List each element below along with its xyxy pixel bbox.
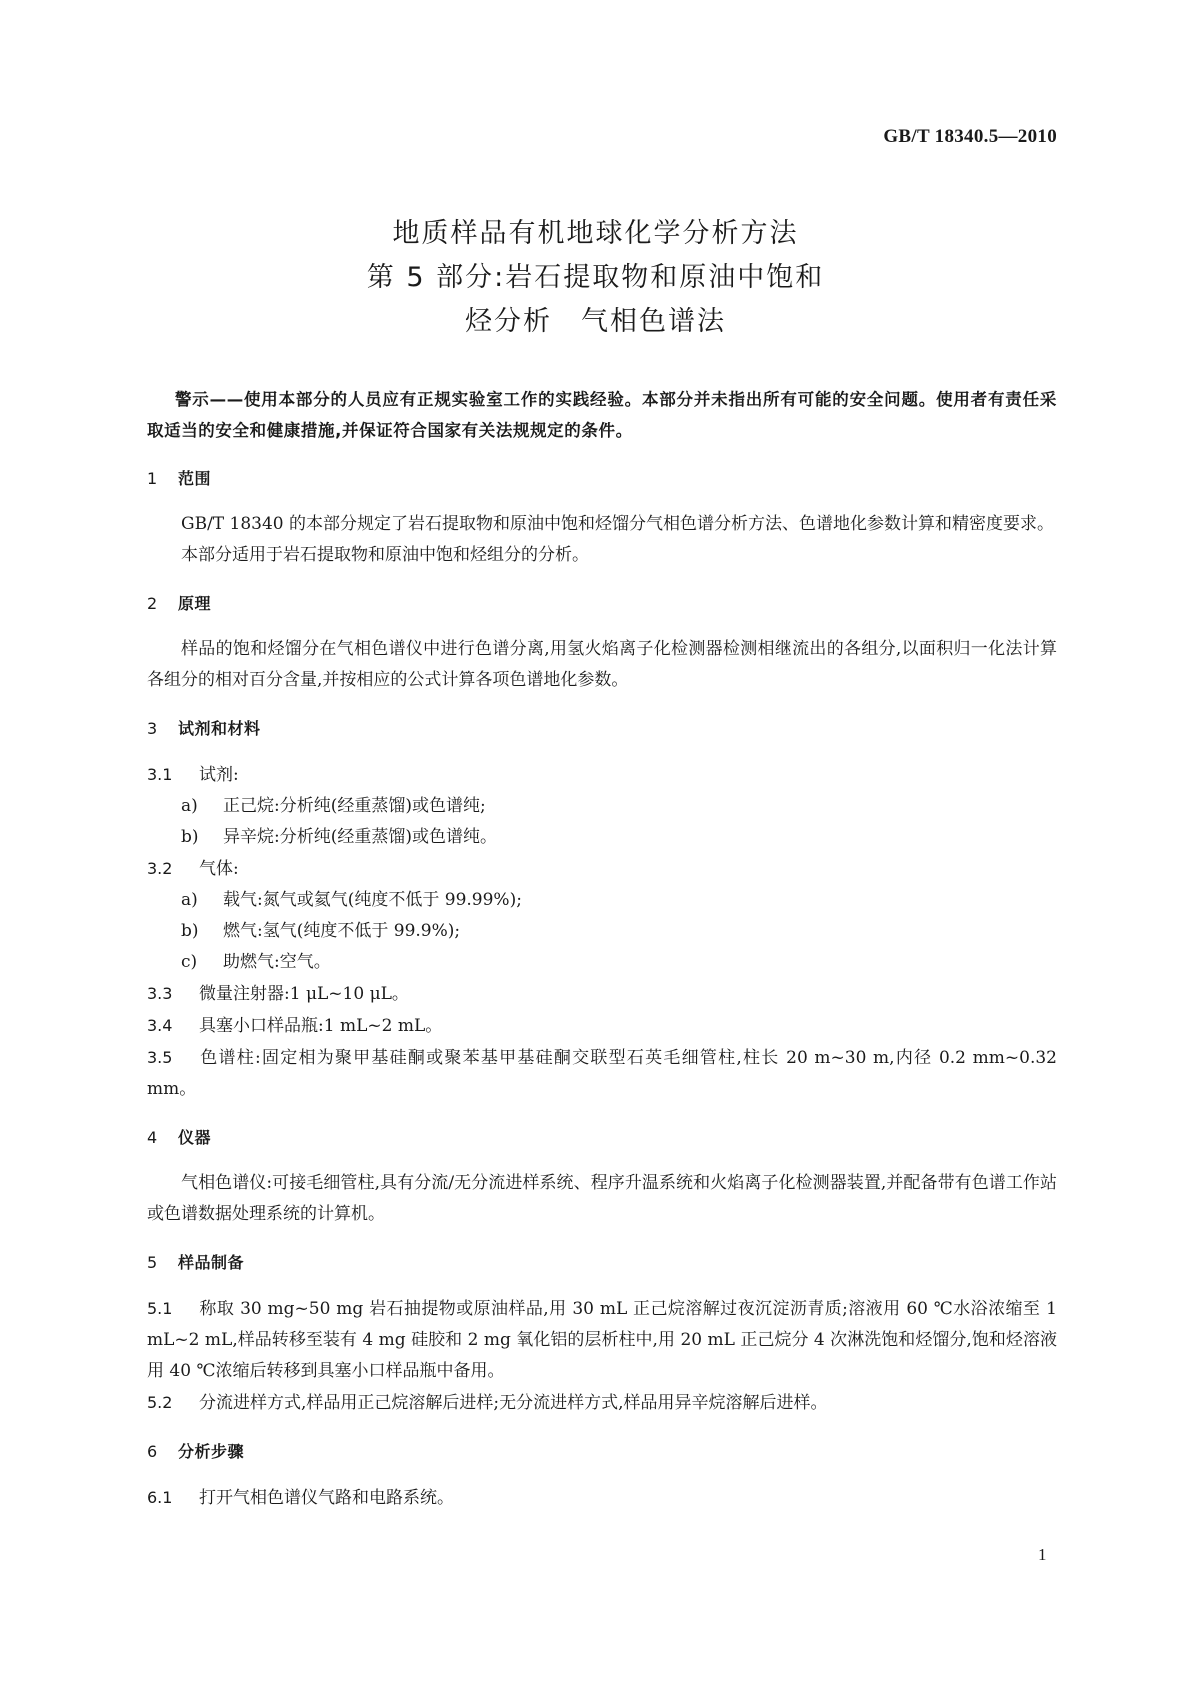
list-item-text: 正己烷:分析纯(经重蒸馏)或色谱纯; xyxy=(223,796,486,816)
clause-text: 色谱柱:固定相为聚甲基硅酮或聚苯基甲基硅酮交联型石英毛细管柱,柱长 20 m~30 m,内径 0.2 mm~0.32 mm。 xyxy=(147,1048,1057,1099)
list-item-text: 助燃气:空气。 xyxy=(223,952,331,972)
clause-number: 5.2 xyxy=(147,1393,173,1412)
section-title: 原理 xyxy=(178,594,212,613)
list-item-text: 异辛烷:分析纯(经重蒸馏)或色谱纯。 xyxy=(223,827,497,847)
section-number: 2 xyxy=(147,594,158,613)
paragraph: 样品的饱和烃馏分在气相色谱仪中进行色谱分离,用氢火焰离子化检测器检测相继流出的各组分,以面积归一化法计算各组分的相对百分含量,并按相应的公式计算各项色谱地化参数。 xyxy=(147,639,1057,690)
clause-number: 3.5 xyxy=(147,1048,173,1067)
document-title xyxy=(0,212,1191,344)
clause-number: 3.2 xyxy=(147,859,173,878)
section-heading-procedure xyxy=(147,1436,1057,1467)
clause xyxy=(147,1387,1057,1419)
section-heading-sample-prep xyxy=(147,1247,1057,1278)
section-number: 1 xyxy=(147,469,158,488)
clause xyxy=(147,1482,1057,1514)
list-item-text: 燃气:氢气(纯度不低于 99.9%); xyxy=(223,921,461,941)
list-item xyxy=(147,916,1057,947)
clause xyxy=(147,978,1057,1010)
list-item xyxy=(147,885,1057,916)
clause xyxy=(147,1293,1057,1387)
title-line-3: 烃分析 气相色谱法 xyxy=(465,306,726,337)
clause-text: 具塞小口样品瓶:1 mL~2 mL。 xyxy=(199,1016,443,1036)
list-item-label: c) xyxy=(181,952,198,972)
warning-notice: 警示——使用本部分的人员应有正规实验室工作的实践经验。本部分并未指出所有可能的安全问题。使用者有责任采取适当的安全和健康措施,并保证符合国家有关法规规定的条件。 xyxy=(147,390,1057,440)
list-item xyxy=(147,822,1057,853)
section-number: 3 xyxy=(147,719,158,738)
title-line-2: 第 5 部分:岩石提取物和原油中饱和 xyxy=(366,262,825,293)
document-body xyxy=(147,384,1057,1514)
clause-number: 6.1 xyxy=(147,1488,173,1507)
section-title: 仪器 xyxy=(178,1128,212,1147)
list-item-label: a) xyxy=(181,890,198,910)
clause-text: 分流进样方式,样品用正己烷溶解后进样;无分流进样方式,样品用异辛烷溶解后进样。 xyxy=(199,1393,828,1413)
clause-number: 3.1 xyxy=(147,765,173,784)
clause-text: 称取 30 mg~50 mg 岩石抽提物或原油样品,用 30 mL 正己烷溶解过夜沉淀沥青质;溶液用 60 ℃水浴浓缩至 1 mL~2 mL,样品转移至装有 4 mg 硅胶和 2 mg 氧化铝的层析柱中,用 20 mL 正己烷分 4 次淋洗饱和烃馏分,饱和烃溶液用 40 ℃浓缩后转移到具塞小口样品瓶中备用。 xyxy=(147,1299,1057,1381)
paragraph: GB/T 18340 的本部分规定了岩石提取物和原油中饱和烃馏分气相色谱分析方法、色谱地化参数计算和精密度要求。 xyxy=(181,514,1055,534)
section-number: 4 xyxy=(147,1128,158,1147)
section-heading-principle xyxy=(147,588,1057,619)
list-item-label: a) xyxy=(181,796,198,816)
clause xyxy=(147,1042,1057,1105)
title-line-1: 地质样品有机地球化学分析方法 xyxy=(392,218,799,249)
clause-number: 3.4 xyxy=(147,1016,173,1035)
clause-number: 5.1 xyxy=(147,1299,173,1318)
clause xyxy=(147,853,1057,885)
list-item xyxy=(147,947,1057,978)
standard-code: GB/T 18340.5—2010 xyxy=(883,126,1057,147)
section-number: 5 xyxy=(147,1253,158,1272)
clause xyxy=(147,1010,1057,1042)
section-title: 范围 xyxy=(178,469,212,488)
section-heading-scope xyxy=(147,463,1057,494)
section-heading-reagents xyxy=(147,713,1057,744)
section-number: 6 xyxy=(147,1442,158,1461)
section-heading-apparatus xyxy=(147,1122,1057,1153)
list-item-label: b) xyxy=(181,921,199,941)
clause-number: 3.3 xyxy=(147,984,173,1003)
paragraph: 本部分适用于岩石提取物和原油中饱和烃组分的分析。 xyxy=(181,545,589,565)
clause-text: 微量注射器:1 μL~10 μL。 xyxy=(199,984,409,1004)
clause-text: 气体: xyxy=(199,859,239,879)
paragraph: 气相色谱仪:可接毛细管柱,具有分流/无分流进样系统、程序升温系统和火焰离子化检测器装置,并配备带有色谱工作站或色谱数据处理系统的计算机。 xyxy=(147,1173,1057,1224)
list-item-label: b) xyxy=(181,827,199,847)
clause xyxy=(147,759,1057,791)
page-number: 1 xyxy=(1038,1545,1047,1564)
section-title: 样品制备 xyxy=(178,1253,245,1272)
list-item-text: 载气:氮气或氦气(纯度不低于 99.99%); xyxy=(223,890,522,910)
clause-text: 打开气相色谱仪气路和电路系统。 xyxy=(199,1488,454,1508)
clause-text: 试剂: xyxy=(199,765,239,785)
list-item xyxy=(147,791,1057,822)
section-title: 分析步骤 xyxy=(178,1442,245,1461)
section-title: 试剂和材料 xyxy=(178,719,261,738)
